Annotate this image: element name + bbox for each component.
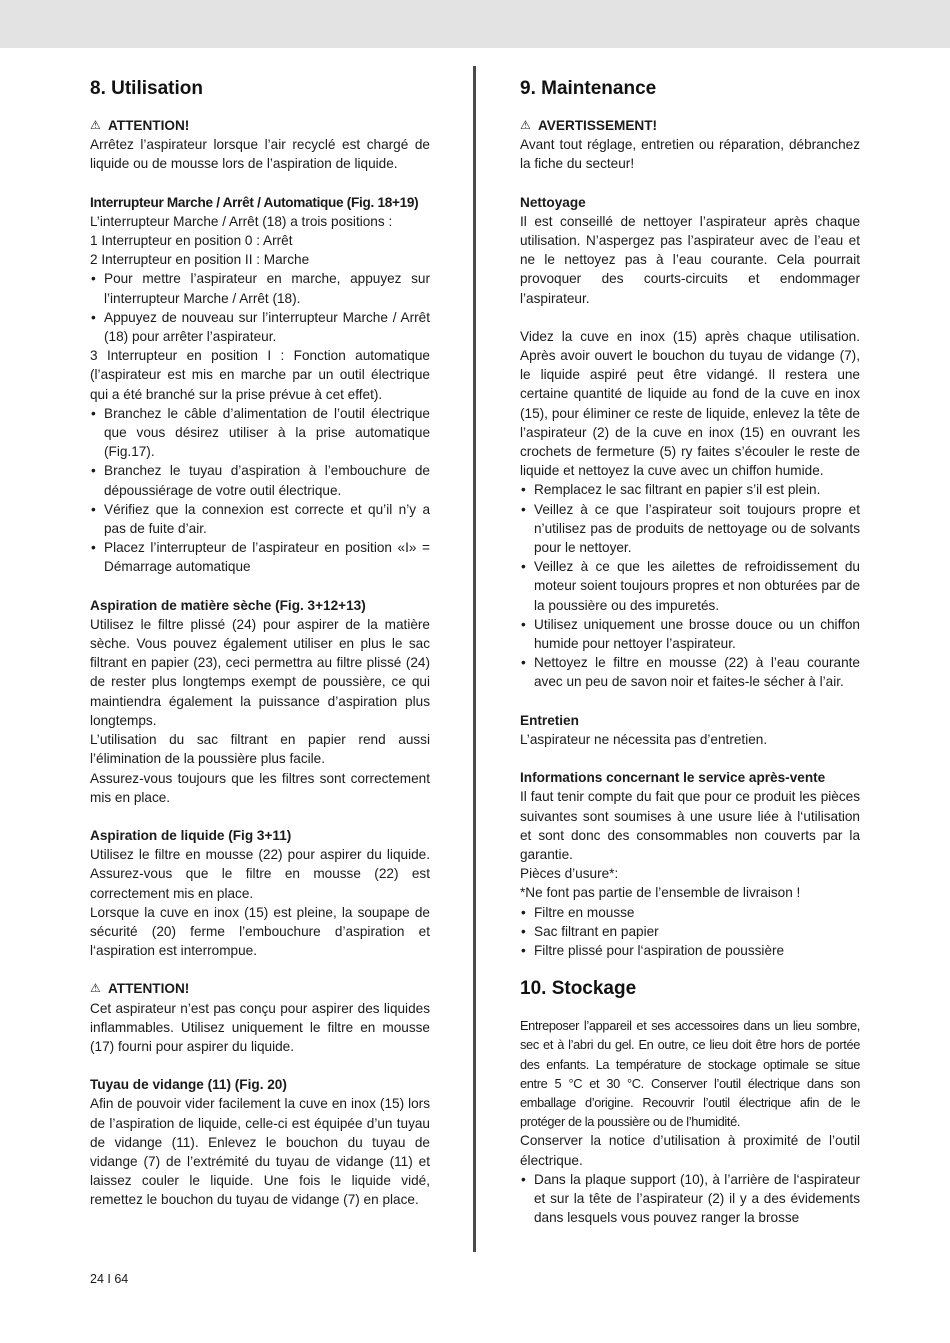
storage-paragraph: Conserver la notice d’utilisation à proximité de l’outil électrique. <box>520 1133 860 1168</box>
list-item: • Veillez à ce que l’aspirateur soit toujours propre et n’utilisez pas de produits de nettoyage ou de solvants pour le nettoyer. <box>520 500 860 558</box>
list-item: • Filtre en mousse <box>520 903 860 922</box>
storage-paragraph: Entreposer l’appareil et ses accessoires dans un lieu sombre, sec et à l’abri du gel. En outre, ce lieu doit être hors de portée des enfants. La température de stockage optimale se situe entre 5 °C et 30 °C. Conserver l’outil électrique dans son emballage d’origine. Recouvrir l’outil électrique afin de le protéger de la poussière ou de l’humidité. <box>520 1018 860 1130</box>
list-item: • Pour mettre l’aspirateur en marche, appuyez sur l’interrupteur Marche / Arrêt (18). <box>90 269 430 307</box>
page-number: 24 I 64 <box>90 1272 129 1286</box>
section-title-maintenance: 9. Maintenance <box>520 78 657 99</box>
switch-line: 1 Interrupteur en position 0 : Arrêt <box>90 233 293 249</box>
warning-label: AVERTISSEMENT! <box>538 118 658 133</box>
service-heading: Informations concernant le service après-vente <box>520 770 826 786</box>
column-divider <box>473 66 476 1252</box>
cleaning-paragraph: Il est conseillé de nettoyer l’aspirateur après chaque utilisation. N’aspergez pas l’aspirateur avec de l’eau et ne le nettoyez pas à l’eau courante. Cela pourrait provoquer des courts-circuits et endommager l’aspirateur. <box>520 213 860 306</box>
attention-text: Arrêtez l’aspirateur lorsque l’air recyclé est chargé de liquide ou de mousse lors de l’aspiration de liquide. <box>90 137 430 172</box>
storage-list <box>520 1170 860 1228</box>
warning-triangle-icon: ⚠ <box>90 981 101 996</box>
section-title-utilisation: 8. Utilisation <box>90 78 203 99</box>
list-item: • Branchez le câble d’alimentation de l’outil électrique que vous désirez utiliser à la prise automatique (Fig.17). <box>90 404 430 462</box>
drain-heading: Tuyau de vidange (11) (Fig. 20) <box>90 1077 287 1093</box>
list-item: • Branchez le tuyau d’aspiration à l’embouchure de dépoussiérage de votre outil électrique. <box>90 461 430 499</box>
section-title-stockage: 10. Stockage <box>520 978 637 1000</box>
dry-heading: Aspiration de matière sèche (Fig. 3+12+13) <box>90 597 366 613</box>
attention-label: ATTENTION! <box>108 981 190 997</box>
right-column <box>520 76 860 1227</box>
cleaning-heading: Nettoyage <box>520 194 586 210</box>
liquid-paragraph: Lorsque la cuve en inox (15) est pleine, la soupape de sécurité (20) ferme l’embouchure d’aspiration et l‘aspiration est interrompue. <box>90 904 430 959</box>
liquid-heading: Aspiration de liquide (Fig 3+11) <box>90 827 292 843</box>
list-item: • Utilisez uniquement une brosse douce ou un chiffon humide pour nettoyer l’aspirateur. <box>520 615 860 653</box>
list-item: • Dans la plaque support (10), à l’arrière de l‘aspirateur et sur la tête de l’aspirateur (2) il y a des évidements dans lesquels vous pouvez ranger la brosse <box>520 1170 860 1228</box>
cleaning-list <box>520 480 860 691</box>
list-item: • Filtre plissé pour l‘aspiration de poussière <box>520 941 860 960</box>
list-item: • Appuyez de nouveau sur l’interrupteur Marche / Arrêt (18) pour arrêter l’aspirateur. <box>90 308 430 346</box>
maintenance-heading: Entretien <box>520 712 579 728</box>
storage-paragraph-block <box>520 1016 860 1131</box>
warning-triangle-icon: ⚠ <box>520 118 531 133</box>
cleaning-paragraph: Videz la cuve en inox (15) après chaque utilisation. Après avoir ouvert le bouchon du tuyau de vidange (7), le liquide aspiré peut être vidangé. Il restera une certaine quantité de liquide au fond de la cuve en inox (15), pour éliminer ce reste de liquide, enlevez la tête de l’aspirateur (2) de la cuve en inox (15) en ouvrant les crochets de fermeture (5) ry faites s’écouler le reste de liquide et nettoyez la cuve avec un chiffon humide. <box>520 328 860 479</box>
switch-line: L’interrupteur Marche / Arrêt (18) a trois positions : <box>90 213 393 229</box>
maintenance-text: L’aspirateur ne nécessita pas d’entretien. <box>520 731 768 747</box>
warning-heading <box>520 116 860 135</box>
dry-paragraph: Assurez-vous toujours que les filtres sont correctement mis en place. <box>90 770 430 805</box>
header-band <box>0 0 950 48</box>
dry-paragraph: L’utilisation du sac filtrant en papier rend aussi l’élimination de la poussière plus facile. <box>90 732 430 767</box>
dry-paragraph: Utilisez le filtre plissé (24) pour aspirer de la matière sèche. Vous pouvez également utiliser en plus le sac filtrant en papier (23), ceci permettra au filtre plissé (24) de rester plus longtemps exempt de poussière, ce qui maintiendra également la puissance d’aspiration plus longtemps. <box>90 616 430 728</box>
list-item: • Placez l’interrupteur de l’aspirateur en position «I» = Démarrage automatique <box>90 538 430 576</box>
warning-text: Avant tout réglage, entretien ou réparation, débranchez la fiche du secteur! <box>520 137 860 172</box>
switch-auto-text: 3 Interrupteur en position I : Fonction automatique (l’aspirateur est mis en marche par un outil électrique qui a été branché sur la prise prévue à cet effet). <box>90 348 430 402</box>
wear-parts-label: Pièces d’usure*: <box>520 866 619 882</box>
left-column <box>90 76 430 1210</box>
list-item: • Veillez à ce que les ailettes de refroidissement du moteur soient toujours propres et non obturées par de la poussière ou des impuretés. <box>520 557 860 615</box>
warning-triangle-icon: ⚠ <box>90 118 101 133</box>
wear-parts-note: *Ne font pas partie de l’ensemble de livraison ! <box>520 885 801 901</box>
attention-heading <box>90 116 430 135</box>
attention-label: ATTENTION! <box>108 118 190 133</box>
list-item: • Sac filtrant en papier <box>520 922 860 941</box>
liquid-paragraph: Utilisez le filtre en mousse (22) pour aspirer du liquide. Assurez-vous que le filtre en mousse (22) est correctement mis en place. <box>90 847 430 901</box>
auto-list <box>90 404 430 577</box>
service-text: Il faut tenir compte du fait que pour ce produit les pièces suivantes sont soumises à une usure liée à l‘utilisation et sont donc des consommables non couverts par la garantie. <box>520 789 860 862</box>
wear-parts-list <box>520 903 860 961</box>
list-item: • Remplacez le sac filtrant en papier s’il est plein. <box>520 480 860 499</box>
attention-text: Cet aspirateur n’est pas conçu pour aspirer des liquides inflammables. Utilisez uniquement le filtre en mousse (17) fourni pour aspirer du liquide. <box>90 1000 430 1054</box>
switch-heading: Interrupteur Marche / Arrêt / Automatique (Fig. 18+19) <box>90 194 419 210</box>
list-item: • Vérifiez que la connexion est correcte et qu’il n’y a pas de fuite d’air. <box>90 500 430 538</box>
drain-text: Afin de pouvoir vider facilement la cuve en inox (15) lors de l’aspiration de liquide, celle-ci est équipée d’un tuyau de vidange (11). Enlevez le bouchon du tuyau de vidange (7) de l’extrémité du tuyau de vidange (11) et laissez couler le liquide. Une fois le liquide vidé, remettez le bouchon du tuyau de vidange (7) en place. <box>90 1096 430 1208</box>
switch-list <box>90 269 430 346</box>
attention-heading <box>90 979 430 998</box>
list-item: • Nettoyez le filtre en mousse (22) à l’eau courante avec un peu de savon noir et faites-le sécher à l’air. <box>520 653 860 691</box>
switch-line: 2 Interrupteur en position II : Marche <box>90 252 310 268</box>
